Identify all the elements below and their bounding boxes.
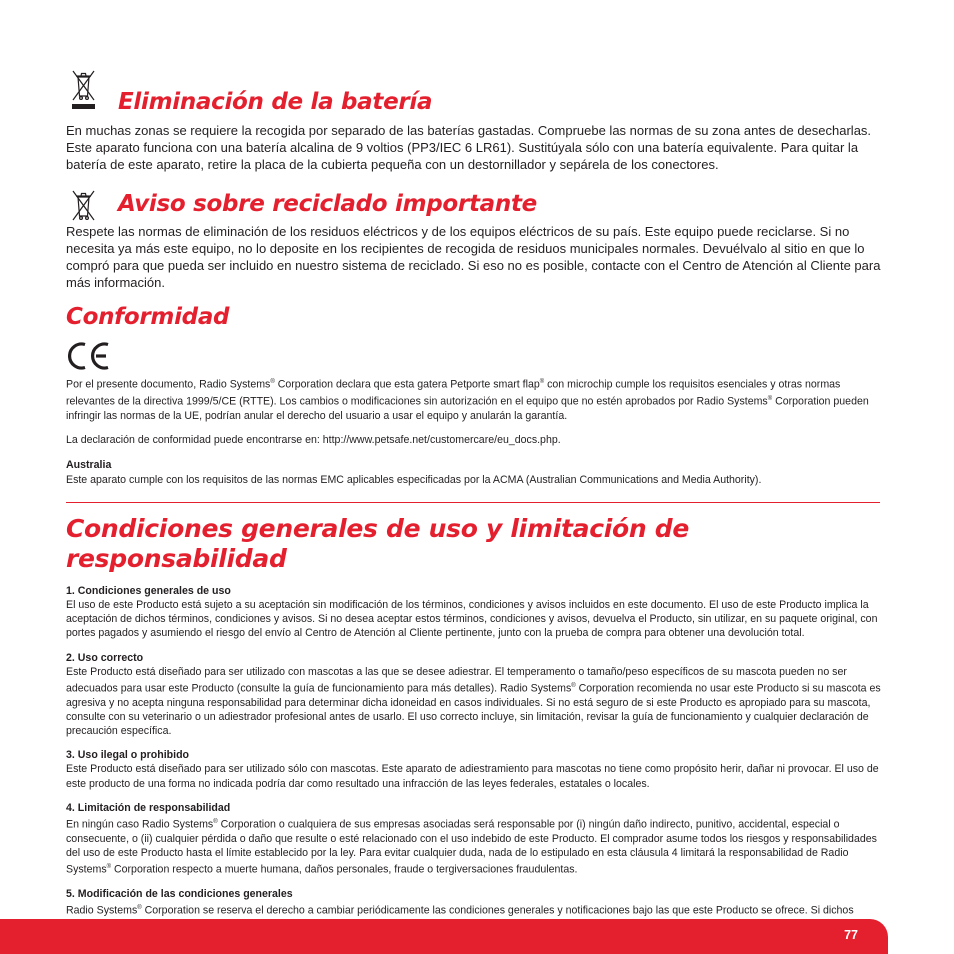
terms-section-title: 1. Condiciones generales de uso <box>66 584 231 597</box>
terms-section-title: 2. Uso correcto <box>66 651 144 664</box>
terms-section-title: 3. Uso ilegal o prohibido <box>66 749 190 762</box>
battery-heading-row <box>66 62 888 116</box>
recycling-text: Respete las normas de eliminación de los residuos eléctricos y de los equipos eléctricos de su país. Este equipo puede reciclarse. Si no necesita ya más este equipo, no lo deposite en los recipientes de recogida de residuos municipales normales. Devuélvalo al sitio en que lo compró para que pueda ser incluido en nuestro sistema de reciclado. Si eso no es posible, contacte con el Centro de Atención al Cliente para más información. <box>66 223 881 291</box>
terms-section-4 <box>66 801 888 877</box>
footer-bar <box>0 919 888 954</box>
terms-section-3 <box>66 748 888 791</box>
battery-title: Eliminación de la batería <box>118 89 433 115</box>
conformity-title: Conformidad <box>66 304 230 331</box>
terms-section-text: Radio Systems® Corporation se reserva el derecho a cambiar periódicamente las condiciones generales y notificaciones bajo las que este Producto se ofrece. Si dichos <box>66 904 854 917</box>
ce-mark-icon <box>68 341 112 371</box>
terms-section-title: 5. Modificación de las condiciones generales <box>66 887 293 900</box>
terms-section-1 <box>66 584 888 641</box>
recycling-heading-row <box>66 190 888 218</box>
terms-title: Condiciones generales de uso y limitación de responsabilidad <box>66 513 690 573</box>
terms-section-text: Este Producto está diseñado para ser utilizado sólo con mascotas. Este aparato de adiestramiento para mascotas no tiene como propósito herir, dañar ni provocar. El uso de este producto de una forma no indicada podría dar como resultado una infracción de las leyes federales, estatales o locales. <box>66 763 879 790</box>
weee-bin-icon <box>70 68 96 110</box>
conformity-text: Por el presente documento, Radio Systems® Corporation declara que esta gatera Petporte smart flap® con microchip cumple los requisitos esenciales y otras normas relevantes de la directiva 1999/5/CE (RTTE). Los cambios o modificaciones sin autorización en el equipo que no estén aprobados por Radio Systems® Corporation pueden infringir las normas de la UE, podrían anular el derecho del usuario a usar el equipo y anularán la garantía. <box>66 378 869 422</box>
battery-text: En muchas zonas se requiere la recogida por separado de las baterías gastadas. Compruebe las normas de su zona antes de desecharlas. Este aparato funciona con una batería alcalina de 9 voltios (PP3/IEC 6 LR61). Sustitúyala sólo con una batería equivalente. Para quitar la batería de este aparato, retire la placa de la cubierta pequeña con un destornillador y sepárela de los conectores. <box>66 123 872 173</box>
terms-section-text: El uso de este Producto está sujeto a su aceptación sin modificación de los términos, condiciones y avisos incluidos en este documento. El uso de este Producto implica la aceptación de dichos términos, condiciones y avisos. Si no desea aceptar estos términos, condiciones y avisos, devuelva el Producto, sin utilizar, en su paquete original, con portes pagados y asumiendo el riesgo del envío al Centro de Atención al Cliente pertinente, junto con la prueba de compra para obtener una devolución total. <box>66 598 878 640</box>
weee-bin-icon <box>70 188 96 222</box>
terms-section-text: En ningún caso Radio Systems® Corporation o cualquiera de sus empresas asociadas será responsable por (i) ningún daño indirecto, punitivo, accidental, especial o consecuente, o (ii) cualquier pérdida o daño que resulte o esté relacionado con el uso indebido de este Producto. El comprador asume todos los riesgos y responsabilidades del uso de este Producto hasta el límite establecido por la ley. Para evitar cualquier duda, nada de lo estipulado en esta cláusula 4 limitará la responsabilidad de Radio Systems® Corporation respecto a muerte humana, daños personales, fraude o tergiversaciones fraudulentas. <box>66 818 877 876</box>
terms-section-text: Este Producto está diseñado para ser utilizado con mascotas a las que se desee adiestrar. El temperamento o tamaño/peso específicos de su mascota pueden no ser adecuados para usar este Producto (consulte la guía de funcionamiento para más detalles). Radio Systems® Corporation recomienda no usar este Producto si su mascota es agresiva y no acepta ninguna responsabilidad para determinar dicha idoneidad en casos individuales. Si no está seguro de si este Producto es apropiado para su mascota, consulte con su veterinario o un adiestrador profesional antes de usarlo. El uso correcto incluye, sin limitación, revisar la guía de funcionamiento y cualquier declaración de precaución específica. <box>66 665 881 738</box>
australia-text: Este aparato cumple con los requisitos de las normas EMC aplicables especificadas por la ACMA (Australian Communications and Media Authority). <box>66 473 762 486</box>
page-number: 77 <box>844 928 858 942</box>
australia-label: Australia <box>66 459 112 472</box>
recycling-title: Aviso sobre reciclado importante <box>118 190 537 217</box>
page-content <box>66 62 888 932</box>
terms-section-2 <box>66 651 888 739</box>
declaration-text: La declaración de conformidad puede encontrarse en: http://www.petsafe.net/customercare/eu_docs.php. <box>66 434 561 447</box>
section-divider <box>66 502 880 503</box>
terms-section-title: 4. Limitación de responsabilidad <box>66 801 231 814</box>
